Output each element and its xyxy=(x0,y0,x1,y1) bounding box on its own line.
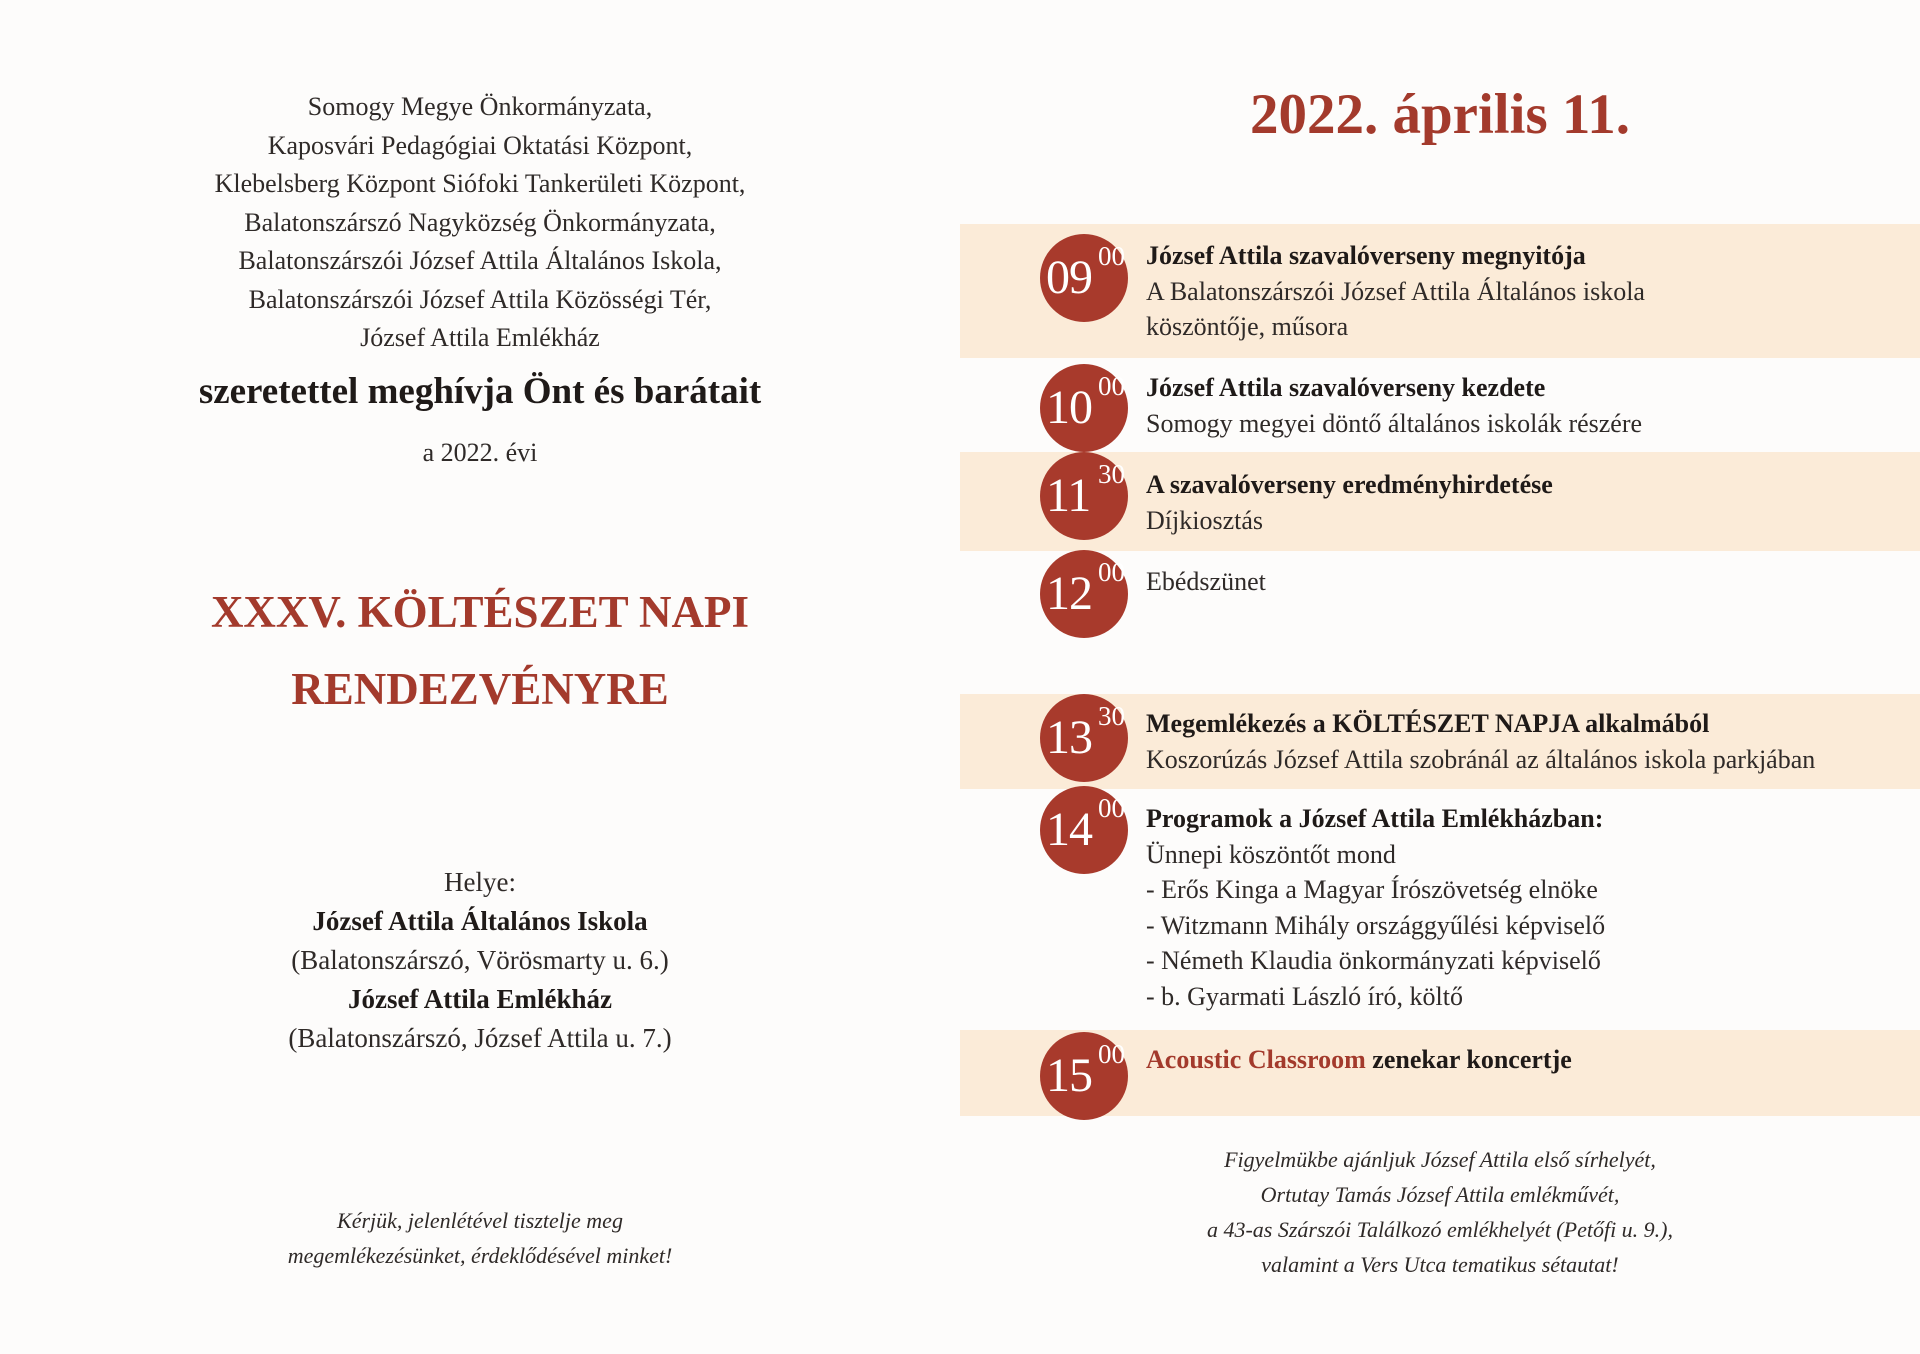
time-minute: 00 xyxy=(1098,371,1125,401)
event-title-line-1: XXXV. KÖLTÉSZET NAPI xyxy=(210,587,750,637)
event-title-line-2: RENDEZVÉNYRE xyxy=(291,664,669,714)
recommendation-line: Ortutay Tamás József Attila emlékművét, xyxy=(1260,1182,1620,1207)
venue-label: Helye: xyxy=(444,867,516,897)
time-badge xyxy=(1040,452,1128,540)
venue-2-name: József Attila Emlékház xyxy=(348,984,612,1014)
time-badge xyxy=(1040,364,1128,452)
year-line: a 2022. évi xyxy=(422,438,538,467)
schedule-item-line: - Erős Kinga a Magyar Írószövetség elnöke xyxy=(1146,875,1598,904)
time-badge xyxy=(1040,550,1128,638)
time-badge xyxy=(1040,786,1128,874)
time-minute: 00 xyxy=(1098,557,1125,587)
event-date: 2022. április 11. xyxy=(1249,83,1631,146)
time-hour: 11 xyxy=(1046,469,1091,522)
time-hour: 15 xyxy=(1046,1049,1092,1102)
time-badge xyxy=(1040,694,1128,782)
schedule-item xyxy=(1146,238,1645,345)
schedule-item xyxy=(1146,706,1815,777)
event-title xyxy=(0,574,960,728)
time-minute: 00 xyxy=(1098,241,1125,271)
organizer-line: Balatonszárszó Nagyközség Önkormányzata, xyxy=(244,207,716,237)
schedule-item-line: - Witzmann Mihály országgyűlési képviselő xyxy=(1146,910,1606,940)
time-minute: 00 xyxy=(1098,1039,1125,1069)
venue-block xyxy=(0,863,960,1058)
schedule-item-line: - Németh Klaudia önkormányzati képviselő xyxy=(1146,946,1601,975)
recommendation-line: a 43-as Szárszói Találkozó emlékhelyét (Petőfi u. 9.), xyxy=(1206,1217,1674,1242)
band-name: Acoustic Classroom xyxy=(1146,1045,1366,1074)
time-hour: 09 xyxy=(1046,251,1092,304)
time-minute: 00 xyxy=(1098,793,1125,823)
recommendation-note xyxy=(960,1142,1920,1282)
time-badge xyxy=(1040,1032,1128,1120)
schedule-item-line: Ebédszünet xyxy=(1146,567,1266,596)
schedule-item-title: Megemlékezés a KÖLTÉSZET NAPJA alkalmából xyxy=(1146,709,1710,738)
recommendation-line: valamint a Vers Utca tematikus sétautat! xyxy=(1261,1252,1619,1277)
schedule-item xyxy=(1146,801,1605,1014)
closing-line-1: Kérjük, jelenlétével tisztelje meg xyxy=(337,1208,623,1233)
time-hour: 12 xyxy=(1046,567,1092,620)
schedule-item-title: József Attila szavalóverseny kezdete xyxy=(1146,373,1546,402)
schedule-item xyxy=(1146,370,1642,441)
schedule-item-title: A szavalóverseny eredményhirdetése xyxy=(1146,470,1553,499)
organizers-list xyxy=(0,88,960,358)
schedule-item xyxy=(1146,564,1266,600)
schedule-item-title-rest: zenekar koncertje xyxy=(1365,1045,1572,1074)
closing-note xyxy=(0,1203,960,1273)
time-hour: 10 xyxy=(1046,381,1092,434)
organizer-line: Klebelsberg Központ Siófoki Tankerületi Központ, xyxy=(214,169,746,198)
schedule-item-title: Programok a József Attila Emlékházban: xyxy=(1146,804,1604,833)
invitation-text: szeretettel meghívja Önt és barátait xyxy=(198,371,762,412)
venue-2-address: (Balatonszárszó, József Attila u. 7.) xyxy=(288,1023,672,1053)
time-hour: 13 xyxy=(1046,711,1092,764)
schedule-item-line: - b. Gyarmati László író, költő xyxy=(1146,981,1463,1011)
venue-1-name: József Attila Általános Iskola xyxy=(312,906,648,936)
time-minute: 30 xyxy=(1098,459,1125,489)
schedule-item-line: Ünnepi köszöntőt mond xyxy=(1146,839,1396,869)
organizer-line: Balatonszárszói József Attila Közösségi Tér, xyxy=(248,284,712,314)
time-minute: 30 xyxy=(1098,701,1125,731)
time-badge xyxy=(1040,234,1128,322)
venue-1-address: (Balatonszárszó, Vörösmarty u. 6.) xyxy=(291,945,669,975)
program-right-panel xyxy=(960,0,1920,1354)
organizer-line: Balatonszárszói József Attila Általános Iskola, xyxy=(238,246,722,275)
time-hour: 14 xyxy=(1046,803,1092,856)
organizer-line: József Attila Emlékház xyxy=(360,323,600,352)
schedule-item-line: A Balatonszárszói József Attila Általános iskola xyxy=(1146,276,1645,306)
schedule-item xyxy=(1146,467,1553,538)
organizer-line: Somogy Megye Önkormányzata, xyxy=(307,92,653,121)
schedule-item-line: köszöntője, műsora xyxy=(1146,312,1349,341)
organizer-line: Kaposvári Pedagógiai Oktatási Központ, xyxy=(267,130,693,160)
schedule-item-line: Koszorúzás József Attila szobránál az általános iskola parkjában xyxy=(1146,744,1816,774)
closing-line-2: megemlékezésünket, érdeklődésével minket! xyxy=(287,1243,673,1268)
schedule-item xyxy=(1146,1042,1572,1078)
schedule-item-title: József Attila szavalóverseny megnyitója xyxy=(1146,241,1586,270)
schedule-item-line: Díjkiosztás xyxy=(1146,505,1263,535)
recommendation-line: Figyelmükbe ajánljuk József Attila első sírhelyét, xyxy=(1224,1147,1656,1172)
schedule-item-line: Somogy megyei döntő általános iskolák részére xyxy=(1146,408,1643,438)
schedule-item-title xyxy=(1146,1042,1572,1078)
